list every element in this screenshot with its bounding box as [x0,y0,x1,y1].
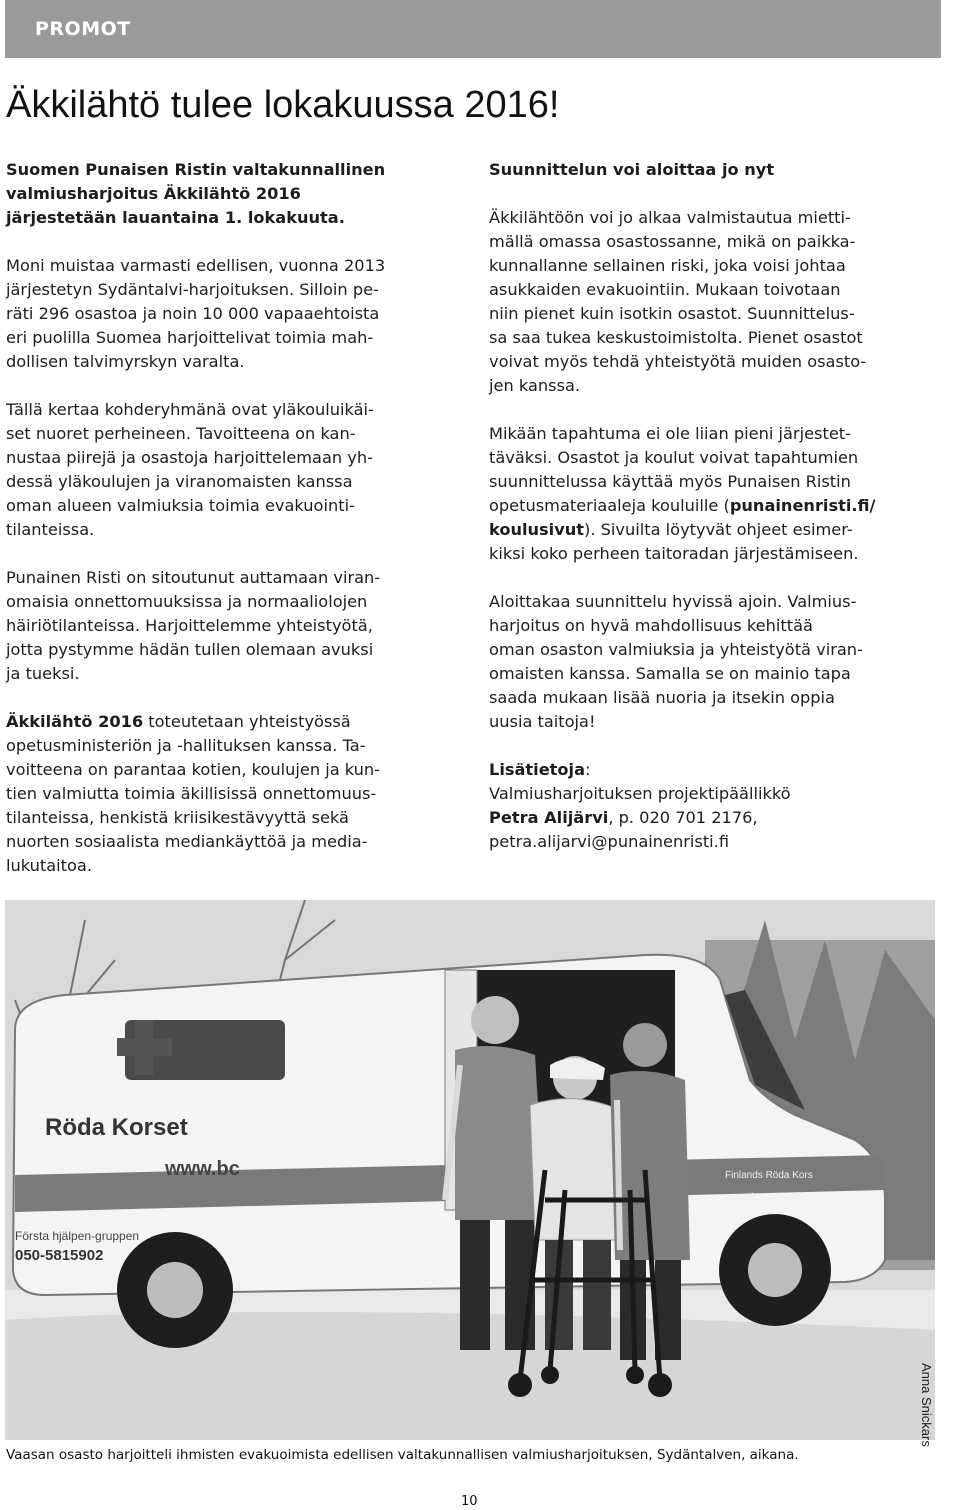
text-line: jotta pystymme hädän tullen olemaan avuksi [6,640,374,659]
text-line: häiriötilanteissa. Harjoittelemme yhteistyötä, [6,616,373,635]
text-line: kiksi koko perheen taitoradan järjestämiseen. [489,544,859,563]
text-line: oman osaston valmiuksia ja yhteistyötä viran- [489,640,863,659]
contact-phone: , p. 020 701 2176, [608,808,758,827]
text-line: niin pienet kuin isotkin osastot. Suunnittelus- [489,304,855,323]
text-line: tilanteissa. [6,520,95,539]
text-line: voitteena on parantaa kotien, koulujen ja kun- [6,760,381,779]
photo-credit: Anna Snickars [919,1363,934,1447]
van-phone-text: 050-5815902 [15,1247,104,1264]
paragraph-target-group [6,398,454,542]
text-line: nuorten sosiaalista mediankäyttöä ja media- [6,832,368,851]
van-website-text: www.bc [165,1158,240,1180]
paragraph-start-early [489,590,944,734]
text-line: tien valmiutta toimia äkillisissä onnettomuus- [6,784,377,803]
van-dept-text: svenska avdelning [725,1192,808,1203]
text-line: Moni muistaa varmasti edellisen, vuonna 2013 [6,256,386,275]
text-line: asukkaiden evakuointiin. Mukaan toivotaan [489,280,841,299]
text-line: Punainen Risti on sitoutunut auttamaan viran- [6,568,381,587]
text-line: omaisten kanssa. Samalla se on mainio tapa [489,664,851,683]
subheading: Suunnittelun voi aloittaa jo nyt [489,160,775,179]
article-photo [5,900,935,1440]
text-line: sa saa tukea keskustoimistolta. Pienet osastot [489,328,863,347]
text-line: räti 296 osastoa ja noin 10 000 vapaaehtoista [6,304,380,323]
text-line: tilanteissa, henkistä kriisikestävyyttä sekä [6,808,349,827]
van-logo-text: Röda Korset [45,1114,188,1141]
text-line: Tällä kertaa kohderyhmänä ovat yläkouluikäi- [6,400,374,419]
text-line [6,710,454,734]
text-line: järjestetyn Sydäntalvi-harjoituksen. Silloin pe- [6,280,379,299]
text-line [489,518,944,542]
contact-role: Valmiusharjoituksen projektipäällikkö [489,784,791,803]
text-fragment: opetusmateriaaleja kouluille ( [489,496,730,515]
text-line: omaisia onnettomuuksissa ja normaaliolojen [6,592,368,611]
text-line: Aloittakaa suunnittelu hyvissä ajoin. Valmius- [489,592,857,611]
text-line: uusia taitoja! [489,712,596,731]
text-line: täväksi. Osastot ja koulut voivat tapahtumien [489,448,859,467]
text-line: Äkkilähtöön voi jo alkaa valmistautua mietti- [489,208,851,227]
right-column [489,158,944,878]
text-line: voivat myös tehdä yhteistyötä muiden osasto- [489,352,867,371]
paragraph-cooperation [6,710,454,878]
contact-name: Petra Alijärvi [489,808,609,827]
text-line: kunnallanne sellainen riski, joka voisi johtaa [489,256,846,275]
paragraph-commitment [6,566,454,686]
text-line: opetusministeriön ja -hallituksen kanssa. Ta- [6,736,366,755]
van-org-text: Finlands Röda Kors [725,1170,813,1181]
emphasis-event-name: Äkkilähtö 2016 [6,712,144,731]
text-line: harjoitus on hyvä mahdollisuus kehittää [489,616,813,635]
text-line: eri puolilla Suomea harjoittelivat toimia mah- [6,328,374,347]
lead-line: valmiusharjoitus Äkkilähtö 2016 [6,184,301,203]
text-line: Mikään tapahtuma ei ole liian pieni järjestet- [489,424,851,443]
contact-email-link[interactable]: petra.alijarvi@punainenristi.fi [489,832,730,851]
text-line: lukutaitoa. [6,856,92,875]
lead-line: järjestetään lauantaina 1. lokakuuta. [6,208,345,227]
text-line: nustaa piirejä ja osastoja harjoittelemaan yh- [6,448,373,467]
left-column [6,158,454,902]
text-line: set nuoret perheineen. Tavoitteena on kan- [6,424,356,443]
paragraph-materials [489,422,944,566]
photo-illustration [5,900,935,1440]
text-line: saada mukaan lisää nuoria ja itsekin oppia [489,688,835,707]
text-line: dollisen talvimyrskyn varalta. [6,352,245,371]
text-line: oman alueen valmiuksia toimia evakuointi- [6,496,355,515]
contact-info [489,758,944,854]
text-fragment: toteutetaan yhteistyössä [143,712,351,731]
text-line: suunnittelussa käyttää myös Punaisen Ristin [489,472,851,491]
text-fragment: ). Sivuilta löytyvät ohjeet esimer- [584,520,853,539]
paragraph-preparation [489,206,944,398]
contact-line [489,806,944,830]
section-label: PROMOT [35,18,131,40]
paragraph-history [6,254,454,374]
text-line: ja tueksi. [6,664,80,683]
info-colon: : [585,760,591,779]
text-line: dessä yläkoulujen ja viranomaisten kanssa [6,472,353,491]
info-label: Lisätietoja [489,760,586,779]
lead-paragraph [6,158,454,230]
photo-caption: Vaasan osasto harjoitteli ihmisten evakuoimista edellisen valtakunnallisen valmiusharjoituksen, Sydäntalven, aikana. [6,1447,799,1463]
section-banner [5,0,941,58]
website-link-part2[interactable]: koulusivut [489,520,585,539]
website-link-part1[interactable]: punainenristi.fi/ [729,496,876,515]
text-line: jen kanssa. [489,376,581,395]
text-line [489,494,944,518]
article-headline: Äkkilähtö tulee lokakuussa 2016! [6,84,560,126]
page-number: 10 [461,1494,478,1509]
lead-line: Suomen Punaisen Ristin valtakunnallinen [6,160,386,179]
text-line: mällä omassa osastossanne, mikä on paikka- [489,232,856,251]
van-group-text: Första hjälpen-gruppen [15,1229,140,1243]
info-label-line [489,758,944,782]
